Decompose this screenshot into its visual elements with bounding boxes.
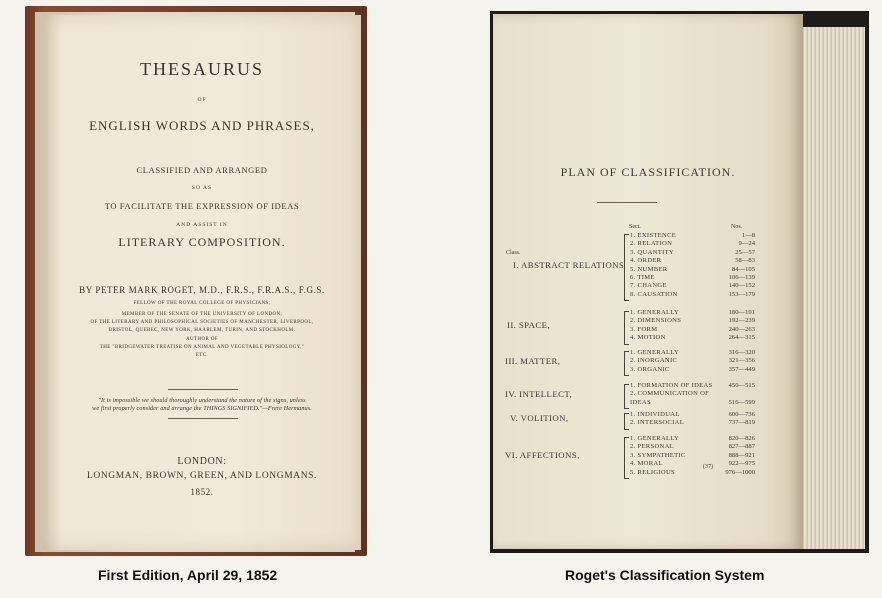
section-numbers: 737—819 [728, 419, 755, 427]
plan-title: PLAN OF CLASSIFICATION. [560, 165, 736, 179]
class-name: IV. INTELLECT, [505, 388, 573, 399]
section-numbers: 922—975 [728, 460, 755, 468]
section-numbers: 264—315 [728, 334, 755, 342]
class-name: I. ABSTRACT RELATIONS [513, 259, 625, 270]
class-name: V. VOLITION, [510, 413, 569, 424]
section-label: 1. GENERALLY [630, 435, 680, 442]
section-numbers: 321—356 [728, 357, 755, 365]
caption-left: First Edition, April 29, 1852 [98, 567, 278, 583]
section-label: 8. CAUSATION [630, 290, 678, 298]
section-label: 2. RELATION [630, 240, 673, 248]
section-label: 2. DIMENSIONS [630, 317, 682, 325]
section-label: 3. SYMPATHETIC [630, 451, 686, 459]
section-numbers: 240—263 [728, 325, 755, 333]
section-label: 2. PERSONAL [630, 443, 674, 451]
section-numbers: 106—139 [728, 274, 755, 281]
brace [624, 413, 629, 430]
section-label: 1. GENERALLY [630, 349, 680, 356]
brace [624, 351, 629, 376]
book-title: THESAURUS [139, 59, 264, 79]
section-numbers: 316—320 [728, 349, 755, 356]
section-numbers: 153—179 [728, 290, 755, 298]
section-numbers: 827—887 [728, 443, 755, 451]
section-numbers: 516—599 [728, 398, 755, 406]
brace [624, 311, 629, 345]
section-numbers: 58—83 [735, 257, 755, 265]
section-label: 3. QUANTITY [630, 248, 674, 256]
section-label: 6. TIME [630, 274, 655, 281]
brace [624, 384, 629, 409]
section-label: 2. COMMUNICATION OF [630, 390, 710, 398]
section-label: 3. FORM [630, 325, 658, 333]
publisher-line: LONGMAN, BROWN, GREEN, AND LONGMANS. [86, 471, 318, 481]
class-name: VI. AFFECTIONS, [505, 450, 580, 460]
section-label: 5. NUMBER [630, 265, 668, 273]
section-numbers: 25—57 [735, 248, 755, 256]
section-label: 2. INTERSOCIAL [630, 419, 685, 427]
class-name: II. SPACE, [507, 319, 551, 330]
section-numbers: 192—239 [728, 317, 755, 325]
section-numbers: 84—105 [731, 265, 755, 273]
section-label: 4. ORDER [630, 257, 662, 265]
section-label: 4. MORAL [630, 460, 663, 468]
page-block-edge [795, 27, 865, 549]
section-label: 1. EXISTENCE [630, 232, 677, 239]
section-numbers: 180—191 [728, 309, 755, 316]
classification-page: PLAN OF CLASSIFICATION. Sect. Nos. Class. (37) I. ABSTRACT RELATIONS 1. EXISTENCE 1—8 2. RELATION 9—24 3. QUANTITY 25—57 4. ORDER 58—83 5. NUMBER 84—105 6. TIME 106—139 7. CHANGE 140—152 8. CAUSATION 153—179 II. SPACE, 1. GENERALLY 180—191 2. DIMENSIONS 192—239 3. FORM 240—263 4. MOTION 264—315 III. MATTER, 1. GENERALLY 316—320 2. INORGANIC 321—356 3. ORGANIC 357—449 IV. INTELLECT, 1. FORMATION OF IDEAS 450—515 2. COMMUNICATION OF IDEAS 516—599 V. VOLITION, 1. INDIVIDUAL 600—736 2. INTERSOCIAL 737—819 VI. AFFECTIONS, 1. GENERALLY 820—826 2. PERSONAL 827—887 3. SYMPATHETIC 888—921 4. MORAL 922—975 5. RELIGIOUS 976—1000 [493, 14, 803, 549]
caption-right: Roget's Classification System [565, 567, 765, 583]
section-numbers: 820—826 [728, 435, 755, 442]
section-numbers: 140—152 [728, 282, 755, 290]
section-numbers: 357—449 [728, 365, 755, 373]
section-label: 1. FORMATION OF IDEAS [630, 382, 713, 389]
brace [624, 234, 629, 301]
section-label: 3. ORGANIC [630, 365, 670, 373]
section-numbers: 9—24 [738, 240, 755, 248]
brace [624, 437, 629, 479]
section-label: 7. CHANGE [630, 282, 667, 290]
section-numbers: 888—921 [728, 451, 755, 459]
class-name: III. MATTER, [505, 355, 561, 366]
section-label: IDEAS [630, 398, 651, 406]
section-numbers: 450—515 [728, 382, 755, 389]
section-label: 5. RELIGIOUS [630, 468, 675, 476]
book-subtitle: ENGLISH WORDS AND PHRASES, [89, 118, 315, 133]
title-page: THESAURUS OF ENGLISH WORDS AND PHRASES, CLASSIFIED AND ARRANGED SO AS TO FACILITATE THE EXPRESSION OF IDEAS AND ASSIST IN LITERARY COMPOSITION. BY PETER MARK ROGET, M.D., F.R.S., F.R.A.S., F.G.S. FELLOW OF THE ROYAL COLLEGE OF PHYSICIANS; MEMBER OF THE SENATE OF THE UNIVERSITY OF LONDON; OF THE LITERARY AND PHILOSOPHICAL SOCIETIES OF MANCHESTER, LIVERPOOL, BRISTOL, QUEBEC, NEW YORK, HAARLEM, TURIN, AND STOCKHOLM. AUTHOR OF THE "BRIDGEWATER TREATISE ON ANIMAL AND VEGETABLE PHYSIOLOGY," ETC. "It is impossible we should thoroughly understand the nature of the signs, unless we first properly consider and arrange the THINGS SIGNIFIED."—Frere Hermanus. LONDON: LONGMAN, BROWN, GREEN, AND LONGMANS. 1852. [43, 15, 361, 550]
first-edition-photo [25, 6, 367, 556]
section-label: 2. INORGANIC [630, 357, 678, 365]
author-line: BY PETER MARK ROGET, M.D., F.R.S., F.R.A.S., F.G.S. [79, 285, 325, 295]
section-numbers: 1—8 [741, 232, 755, 239]
section-label: 1. GENERALLY [630, 309, 680, 316]
section-label: 4. MOTION [630, 334, 666, 342]
section-label: 1. INDIVIDUAL [630, 411, 680, 418]
section-numbers: 600—736 [728, 411, 755, 418]
classification-photo [490, 11, 869, 553]
section-numbers: 976—1000 [725, 468, 755, 476]
